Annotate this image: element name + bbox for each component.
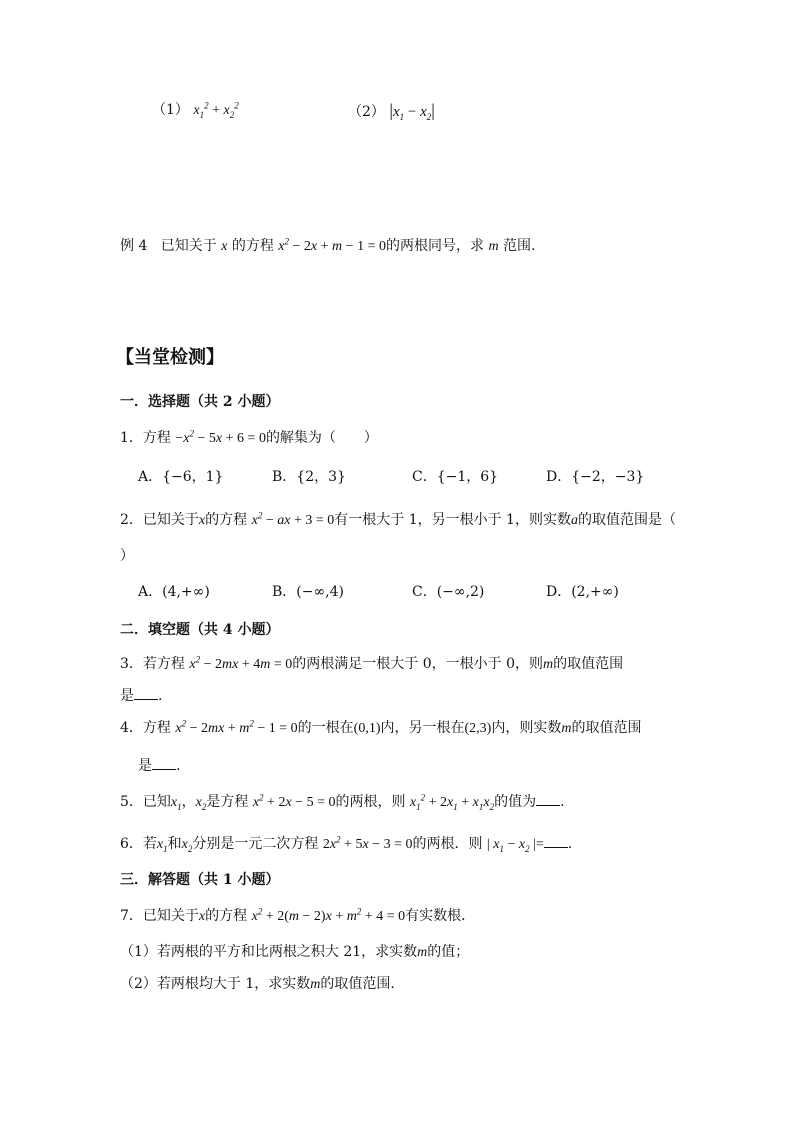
formula-ex4: $x^2 - 2x + m - 1 = 0$ — [278, 236, 386, 254]
q1-option-a: A．{−6，1} — [138, 469, 224, 485]
question-4-line-2: 是 . — [138, 758, 181, 774]
formula-q7: $x^2 + 2(m - 2)x + m^2 + 4 = 0$ — [251, 906, 406, 924]
question-3-line-2: 是 . — [120, 688, 163, 704]
part1-heading: 一．选择题（共 2 小题） — [120, 394, 280, 410]
formula-q5-expr: $x_1^2 + 2x_1 + x_1x_2$ — [409, 792, 495, 812]
part2-heading: 二．填空题（共 4 小题） — [120, 622, 280, 638]
question-5: 5．已知$x_1$，$x_2$是方程 $x^2 + 2x - 5 = 0$的两根，则 $x_1^2 + 2x_1 + x_1x_2$的值为 . — [120, 792, 565, 812]
formula-q1: $-x^2 - 5x + 6 = 0$ — [175, 428, 266, 446]
question-1: 1．方程 $-x^2 - 5x + 6 = 0$的解集为（ ） — [120, 428, 378, 446]
q2-option-a: A．(4,+∞) — [138, 584, 210, 600]
top-item-2: （2） $|x_1 - x_2|$ — [348, 100, 435, 122]
formula-q2: $x^2$ − ax + 3 = 0 — [251, 510, 335, 528]
q1-option-c: C．{−1，6} — [412, 469, 499, 485]
question-3-line-1: 3．若方程 $x^2 - 2mx + 4m = 0$的两根满足一根大于 0，一根小于 0，则m的取值范围 — [120, 654, 624, 672]
section-title: 【当堂检测】 — [116, 347, 224, 368]
q5-answer-blank[interactable] — [536, 793, 560, 806]
question-2-line-1: 2．已知关于x的方程 $x^2$ − ax + 3 = 0有一根大于 1，另一根小于 1，则实数a的取值范围是（ — [120, 510, 676, 528]
formula-q6-abs: | $x_1 - x_2$ |= — [486, 837, 544, 854]
question-4-line-1: 4．方程 $x^2 - 2mx + m^2 - 1 = 0$的一根在(0,1)内，另一根在(2,3)内，则实数m的取值范围 — [120, 718, 642, 736]
question-6: 6．若$x_1$和$x_2$分别是一元二次方程 $2x^2 + 5x - 3 = 0$的两根．则 | $x_1 - x_2$ |= . — [120, 834, 573, 854]
formula-abs-x1-minus-x2: $|x_1 - x_2|$ — [389, 100, 435, 122]
q2-option-d: D．(2,+∞) — [546, 584, 619, 600]
formula-q5: $x^2 + 2x - 5 = 0$ — [252, 792, 336, 810]
example-4: 例 4 已知关于 x 的方程 $x^2 - 2x + m - 1 = 0$的两根同号，求 m 范围. — [120, 236, 536, 254]
formula-x1sq-plus-x2sq: $x_1^2 + x_2^2$ — [193, 100, 239, 120]
question-7-sub-1: （1）若两根的平方和比两根之积大 21，求实数m的值； — [120, 944, 470, 960]
question-2-line-2: ） — [120, 548, 134, 564]
top-item-1: （1） $x_1^2 + x_2^2$ — [152, 100, 239, 120]
question-7: 7．已知关于x的方程 $x^2 + 2(m - 2)x + m^2 + 4 = 0$有实数根． — [120, 906, 476, 924]
q3-answer-blank[interactable] — [134, 687, 158, 700]
formula-q4: $x^2 - 2mx + m^2 - 1 = 0$ — [175, 718, 298, 736]
formula-q6: $2x^2 + 5x - 3 = 0$ — [322, 834, 413, 852]
question-7-sub-2: （2）若两根均大于 1，求实数m的取值范围. — [120, 976, 395, 992]
q1-option-b: B．{2，3} — [272, 469, 346, 485]
part3-heading: 三．解答题（共 1 小题） — [120, 872, 280, 888]
q6-answer-blank[interactable] — [544, 835, 568, 848]
formula-q3: $x^2 - 2mx + 4m = 0$ — [189, 654, 293, 672]
q4-answer-blank[interactable] — [152, 757, 176, 770]
q2-option-c: C．(−∞,2) — [412, 584, 485, 600]
q2-option-b: B．(−∞,4) — [272, 584, 344, 600]
q1-option-d: D．{−2，−3} — [546, 469, 645, 485]
